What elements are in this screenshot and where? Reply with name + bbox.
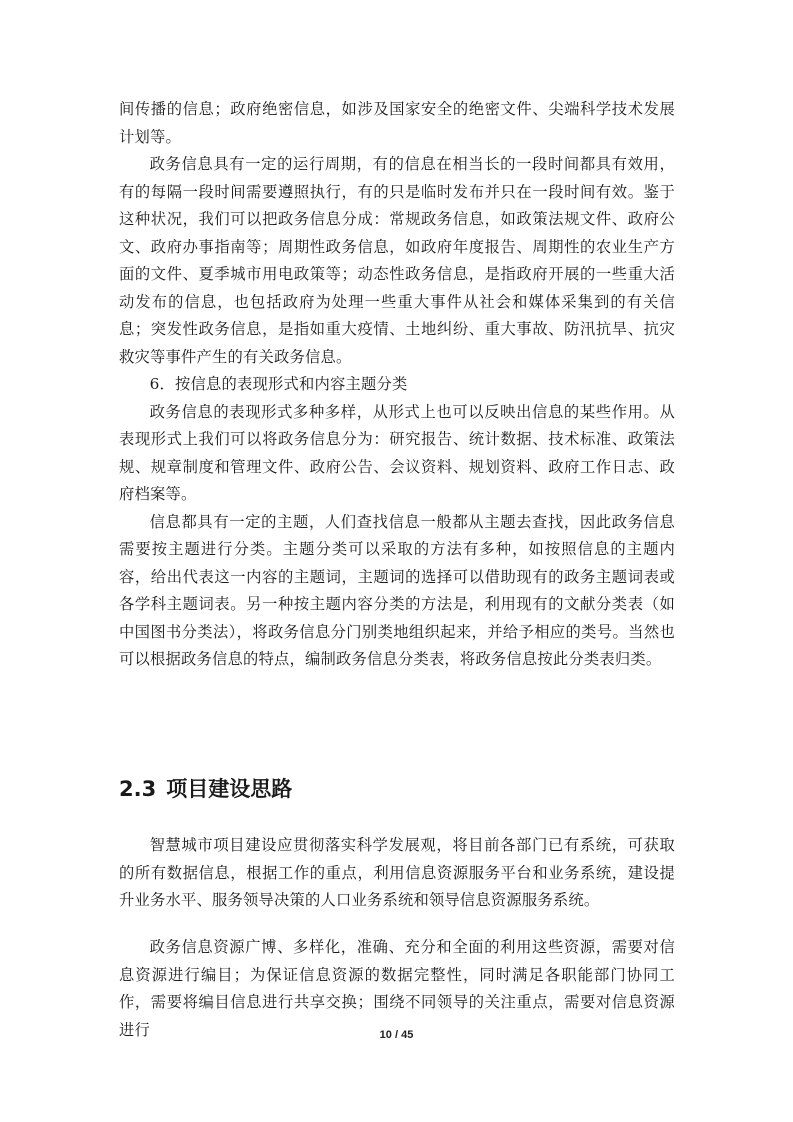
section-heading (119, 774, 675, 804)
paragraph: 间传播的信息；政府绝密信息，如涉及国家安全的绝密文件、尖端科学技术发展计划等。 (119, 100, 675, 146)
paragraph: 政务信息的表现形式多种多样，从形式上也可以反映出信息的某些作用。从表现形式上我们可以将政务信息分为：研究报告、统计数据、技术标准、政策法规、规章制度和管理文件、政府公告、会议资料、规划资料、政府工作日志、政府档案等。 (119, 402, 675, 503)
paragraph: 信息都具有一定的主题，人们查找信息一般都从主题去查找，因此政务信息需要按主题进行分类。主题分类可以采取的方法有多种，如按照信息的主题内容，给出代表这一内容的主题词，主题词的选择可以借助现有的政务主题词表或各学科主题词表。另一种按主题内容分类的方法是，利用现有的文献分类表（如中国图书分类法），将政务信息分门别类地组织起来，并给予相应的类号。当然也可以根据政务信息的特点，编制政务信息分类表，将政务信息按此分类表归类。 (119, 512, 675, 668)
section-title: 项目建设思路 (166, 777, 293, 801)
body-text-block-2 (119, 832, 675, 915)
section-number: 2.3 (119, 777, 157, 801)
paragraph: 政务信息资源广博、多样化，准确、充分和全面的利用这些资源，需要对信息资源进行编目；为保证信息资源的数据完整性，同时满足各职能部门协同工作，需要将编目信息进行共享交换；围绕不同领导的关注重点，需要对信息资源进行 (119, 938, 675, 1039)
paragraph: 政务信息具有一定的运行周期，有的信息在相当长的一段时间都具有效用，有的每隔一段时间需要遵照执行，有的只是临时发布并只在一段时间有效。鉴于这种状况，我们可以把政务信息分成：常规政务信息，如政策法规文件、政府公文、政府办事指南等；周期性政务信息，如政府年度报告、周期性的农业生产方面的文件、夏季城市用电政策等；动态性政务信息，是指政府开展的一些重大活动发布的信息，也包括政府为处理一些重大事件从社会和媒体采集到的有关信息；突发性政务信息，是指如重大疫情、土地纠纷、重大事故、防汛抗旱、抗灾救灾等事件产生的有关政务信息。 (119, 155, 675, 366)
body-text-block-1 (119, 96, 675, 674)
subsection-heading: 6．按信息的表现形式和内容主题分类 (149, 375, 408, 393)
paragraph: 智慧城市项目建设应贯彻落实科学发展观，将目前各部门已有系统，可获取的所有数据信息，根据工作的重点，利用信息资源服务平台和业务系统，建设提升业务水平、服务领导决策的人口业务系统和领导信息资源服务系统。 (119, 836, 675, 909)
page-number: 10 / 45 (379, 1029, 414, 1041)
